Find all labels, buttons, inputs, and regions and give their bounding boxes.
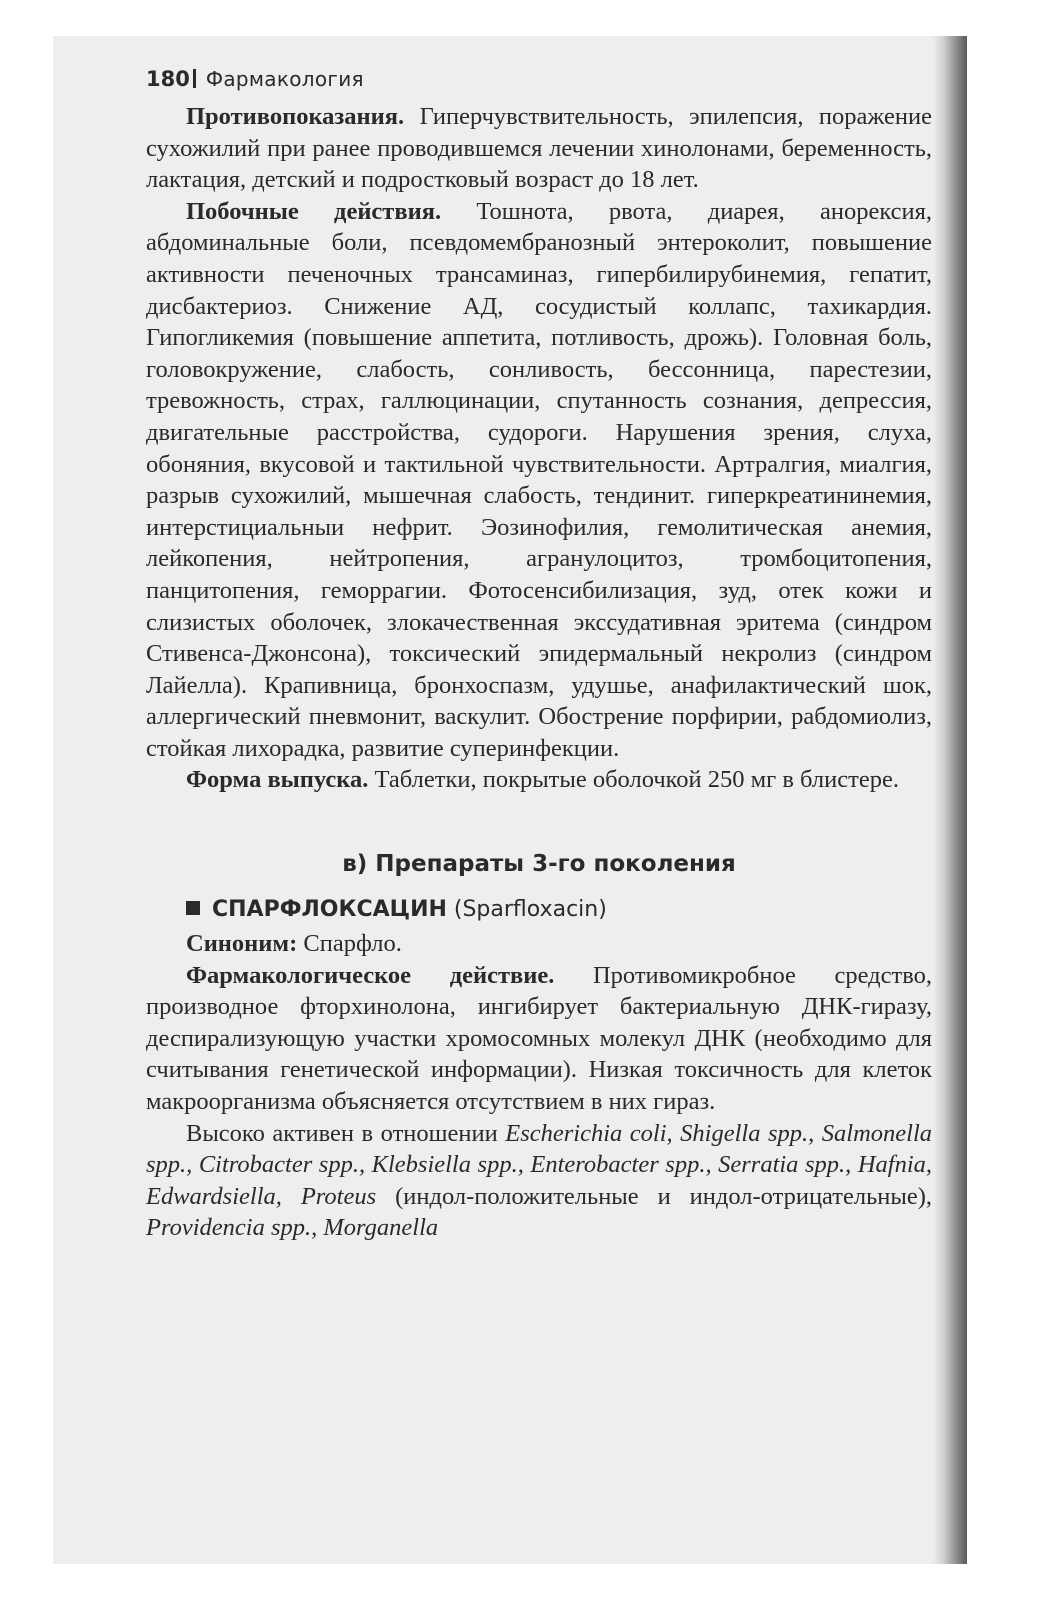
contraindications-text: Гиперчувствительность, эпилепсия, поражение сухожилий при ранее проводившемся лечении хинолонами, беременность, лактация, детский и подростковый возраст до 18 лет. (146, 103, 932, 194)
header-divider (193, 69, 196, 88)
activity-organisms-1: Escherichia coli, Shigella spp., Salmonella spp., Citrobacter spp., Klebsiella spp., Enterobacter spp., Serratia spp., Hafnia, Edwardsiella, Proteus (146, 1119, 933, 1210)
release-form-paragraph (146, 764, 932, 796)
contraindications-paragraph (146, 101, 932, 196)
side-effects-text: Тошнота, рвота, диарея, анорексия, абдоминальные боли, псевдомембранозный энтероколит, повышение активности печеночных трансаминаз, гипербилирубинемия, гепатит, дисбактериоз. Снижение АД, сосудистый коллапс, тахикардия. Гипогликемия (повышение аппетита, потливость, дрожь). Головная боль, головокружение, слабость, сонливость, бессонница, парестезии, тревожность, страх, галлюцинации, спутанность сознания, депрессия, двигательные расстройства, судороги. Нарушения зрения, слуха, обоняния, вкусовой и тактильной чувствительности. Артралгия, миалгия, разрыв сухожилий, мышечная слабость, тендинит. гиперкреатининемия, интерстициальныи нефрит. Эозинофилия, гемолитическая анемия, лейкопения, нейтропения, агранулоцитоз, тромбоцитопения, панцитопения, геморрагии. Фотосенсибилизация, зуд, отек кожи и слизистых оболочек, злокачественная экссудативная эритема (синдром Стивенса-Джонсона), токсический эпидермальный некролиз (синдром Лайелла). Крапивница, бронхоспазм, удушье, анафилактический шок, аллергический пневмонит, васкулит. Обострение порфирии, рабдомиолиз, стойкая лихорадка, развитие суперинфекции. (146, 197, 932, 762)
activity-text-2: (индол-положительные и индол-отрицательные), (376, 1182, 932, 1210)
release-form-label: Форма выпуска. (186, 766, 369, 794)
spine-shadow (933, 36, 967, 1564)
section-heading: в) Препараты 3-го поколения (342, 851, 736, 878)
drug-latin-name: (Sparfloxacin) (446, 897, 607, 923)
synonym-text: Спарфло. (297, 930, 402, 958)
activity-paragraph (146, 1118, 932, 1244)
side-effects-paragraph (146, 196, 932, 765)
pharmacology-text: Противомикробное средство, производное фторхинолона, ингибирует бактериальную ДНК-гиразу, деспирализующую участки хромосомных молекул ДНК (необходимо для считывания генетической информации). Низкая токсичность для клеток макроорганизма объясняется отсутствием в них гираз. (146, 961, 933, 1116)
page-content (146, 64, 932, 1244)
book-page (53, 36, 967, 1564)
square-bullet-icon (186, 901, 200, 915)
pharmacology-paragraph (146, 960, 932, 1118)
contraindications-label: Противопоказания. (186, 103, 405, 130)
page-number: 180 (146, 67, 190, 91)
running-title: Фармакология (205, 67, 364, 91)
activity-organisms-2: Providencia spp., Morganella (146, 1214, 439, 1242)
pharmacology-label: Фармакологическое действие. (186, 961, 555, 989)
drug-title (186, 892, 932, 928)
synonym-label: Синоним: (186, 930, 298, 958)
release-form-text: Таблетки, покрытые оболочкой 250 мг в блистере. (368, 766, 899, 794)
running-header (146, 64, 932, 94)
synonym-paragraph (146, 928, 932, 960)
side-effects-label: Побочные действия. (186, 197, 442, 225)
drug-name: СПАРФЛОКСАЦИН (212, 897, 447, 923)
activity-text-1: Высоко активен в отношении (186, 1119, 506, 1147)
